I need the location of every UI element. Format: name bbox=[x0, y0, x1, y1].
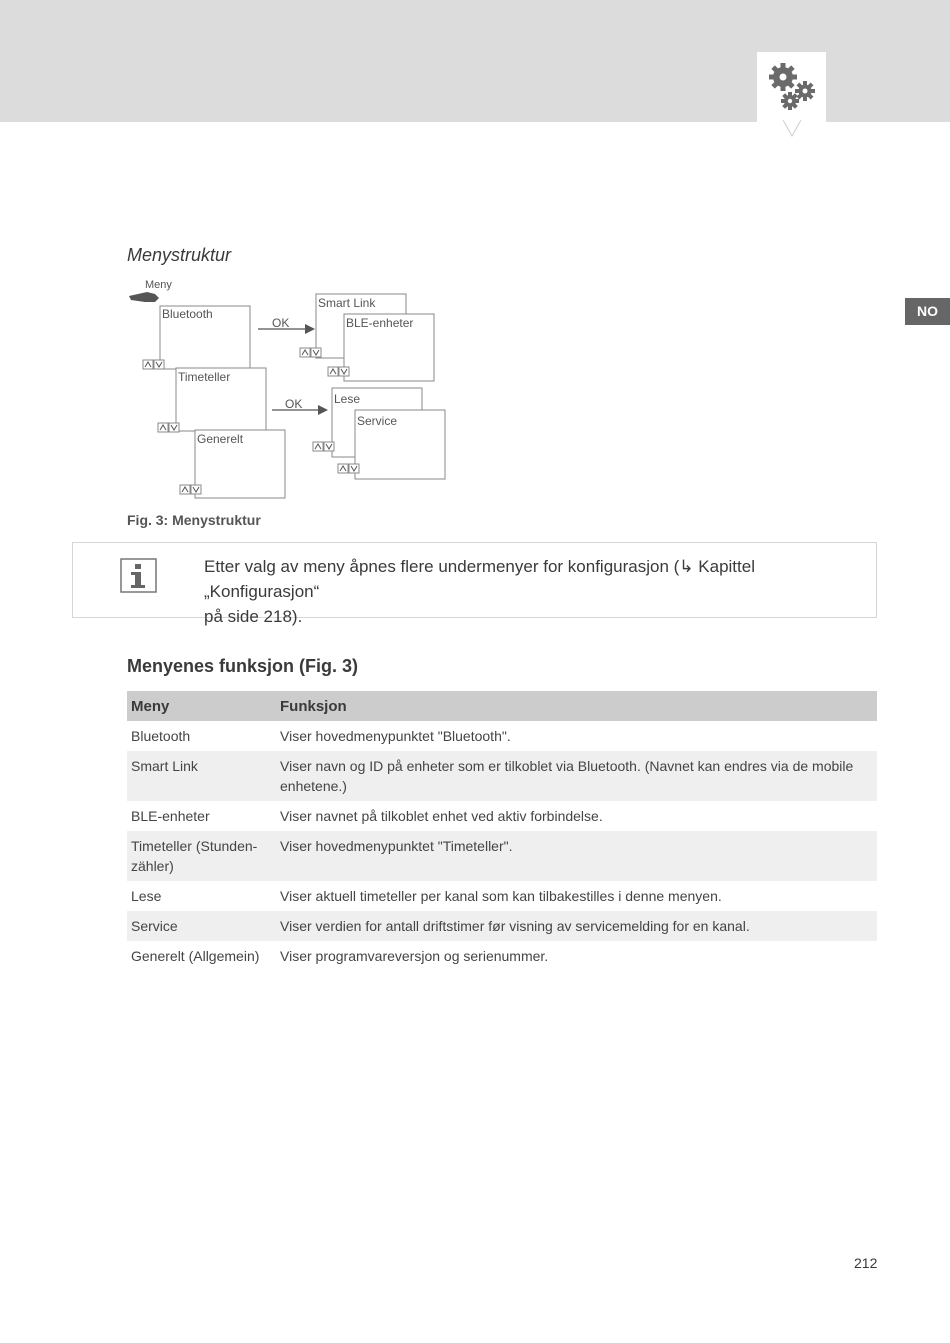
gears-icon bbox=[757, 52, 826, 122]
arrow-keys bbox=[180, 485, 201, 494]
arrow-keys bbox=[328, 367, 349, 376]
page-number: 212 bbox=[854, 1255, 878, 1271]
tab-pointer bbox=[783, 120, 801, 138]
table-cell: Viser aktuell timeteller per kanal som kan tilbakestilles i denne menyen. bbox=[280, 888, 722, 904]
info-text-line1: Etter valg av meny åpnes flere undermenyer for konfigurasjon ( bbox=[204, 557, 680, 576]
table-row bbox=[127, 941, 877, 971]
arrow-keys bbox=[313, 442, 334, 451]
table-cell: Bluetooth bbox=[131, 728, 191, 744]
chapter-link[interactable]: Kapittel „Konfigurasjon“ bbox=[204, 557, 755, 601]
function-table bbox=[127, 691, 877, 971]
hand-pointer-icon bbox=[129, 292, 159, 302]
ok-label: OK bbox=[272, 316, 290, 330]
table-cell: Viser hovedmenypunktet "Timeteller". bbox=[280, 838, 513, 854]
table-cell: Viser verdien for antall driftstimer før visning av servicemelding for en kanal. bbox=[280, 918, 750, 934]
table-row bbox=[127, 801, 877, 831]
table-row bbox=[127, 751, 877, 801]
menu-label: Meny bbox=[145, 279, 172, 291]
table-row bbox=[127, 911, 877, 941]
table-row bbox=[127, 721, 877, 751]
arrow-right-icon bbox=[305, 324, 315, 334]
service-label: Service bbox=[357, 414, 398, 428]
column-header-meny: Meny bbox=[127, 691, 276, 721]
table-cell: Viser programvareversjon og serienummer. bbox=[280, 948, 549, 964]
arrow-keys bbox=[158, 423, 179, 432]
arrow-keys bbox=[143, 360, 164, 369]
info-text bbox=[204, 554, 854, 629]
link-arrow-icon: ↳ bbox=[679, 557, 694, 576]
table-row bbox=[127, 831, 877, 881]
arrow-right-icon bbox=[318, 405, 328, 415]
table-cell: Viser navnet på tilkoblet enhet ved aktiv forbindelse. bbox=[280, 808, 603, 824]
chapter-tab bbox=[757, 52, 826, 122]
table-cell: Generelt (Allgemein) bbox=[131, 948, 260, 964]
arrow-keys bbox=[338, 464, 359, 473]
lese-label: Lese bbox=[334, 392, 361, 406]
table-cell: Timeteller (Stundenzähler) bbox=[131, 838, 258, 874]
table-cell: Viser hovedmenypunktet "Bluetooth". bbox=[280, 728, 511, 744]
figure-caption: Fig. 3: Menystruktur bbox=[127, 512, 261, 528]
menu-structure-diagram bbox=[125, 272, 455, 502]
generelt-label: Generelt bbox=[197, 432, 244, 446]
ble-enheter-label: BLE-enheter bbox=[346, 316, 414, 330]
table-cell: Smart Link bbox=[131, 758, 198, 774]
table-cell: Lese bbox=[131, 888, 162, 904]
table-cell: Service bbox=[131, 918, 178, 934]
table-title: Menyenes funksjon (Fig. 3) bbox=[127, 656, 359, 676]
table-header-row bbox=[127, 691, 877, 721]
info-text-line2: på side 218). bbox=[204, 607, 303, 626]
column-header-funksjon: Funksjon bbox=[276, 691, 877, 721]
ok-label: OK bbox=[285, 397, 303, 411]
arrow-keys bbox=[300, 348, 321, 357]
table-row bbox=[127, 881, 877, 911]
info-icon bbox=[120, 558, 158, 594]
bluetooth-label: Bluetooth bbox=[162, 307, 213, 321]
smart-link-label: Smart Link bbox=[318, 296, 376, 310]
timeteller-label: Timeteller bbox=[178, 370, 231, 384]
info-note bbox=[72, 542, 877, 626]
language-tab[interactable]: NO bbox=[905, 298, 950, 325]
table-cell: Viser navn og ID på enheter som er tilkoblet via Bluetooth. (Navnet kan endres via de mobile enhetene.) bbox=[280, 758, 854, 794]
figure-title: Menystruktur bbox=[127, 245, 232, 265]
table-cell: BLE-enheter bbox=[131, 808, 210, 824]
